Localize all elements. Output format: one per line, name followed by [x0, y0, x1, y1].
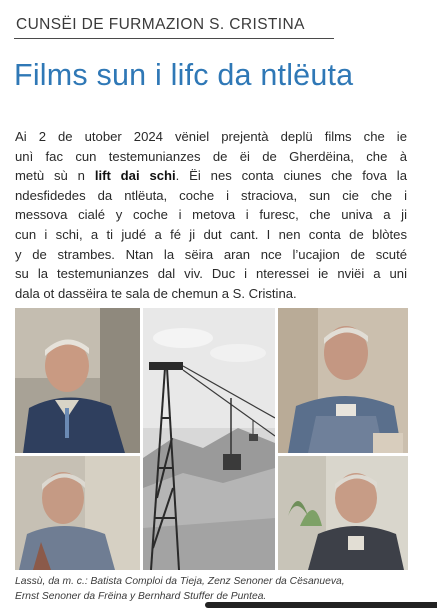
section-label: CUNSËI DE FURMAZION S. CRISTINA: [16, 16, 305, 33]
caption-line: Lassù, da m. c.: Batista Comploi da Tieja, Zenz Senoner da Cësanueva,: [15, 576, 345, 587]
photo-zenz-senoner: [278, 308, 408, 453]
body-line: su la testemunianzes dal viv. Duc i nteressei ie nviëi a uni: [15, 266, 407, 282]
photo-caption: [15, 574, 415, 604]
body-line: metù sù n lift dai schi. Ëi nes conta ciunes che fova la: [15, 168, 408, 184]
body-line: Ai 2 de utober 2024 vëniel prejentà deplü films che ie: [15, 129, 407, 144]
body-line: dala ot dassëira te sala de chemun a S. Cristina.: [15, 285, 297, 301]
section-divider: [14, 38, 334, 39]
photo-batista-compoi: [15, 308, 140, 453]
body-line: messova cialé y coche i metova i furesc, che univa a ji: [15, 207, 407, 223]
article-title: Films sun i lifc da ntlëuta: [14, 58, 354, 92]
caption-line: Ernst Senoner da Frëina y Bernhard Stuffer de Puntea.: [15, 591, 267, 602]
horizontal-scrollbar[interactable]: [205, 602, 437, 608]
article-body: [15, 127, 407, 303]
photo-collage: [15, 308, 408, 570]
photo-bernhard-stuffer: [278, 456, 408, 570]
photo-chairlift: [143, 308, 275, 570]
highlight-lift-dai-schi: lift dai schi: [94, 168, 176, 184]
body-line: cun i schi, a ti judé a fé ji dut cant. I nen conta de blòtes: [15, 226, 407, 242]
body-line: ndesfidedes da ntlëuta, coche i straciova, sun cie che i: [15, 187, 407, 203]
body-line: unì fac cun testemunianzes de ëi de Gherdëina, che à: [15, 148, 407, 164]
photo-ernst-senoner: [15, 456, 140, 570]
body-line: y de strambes. Ntan la sëira aran nce l’ucajion de scuté: [15, 246, 407, 262]
